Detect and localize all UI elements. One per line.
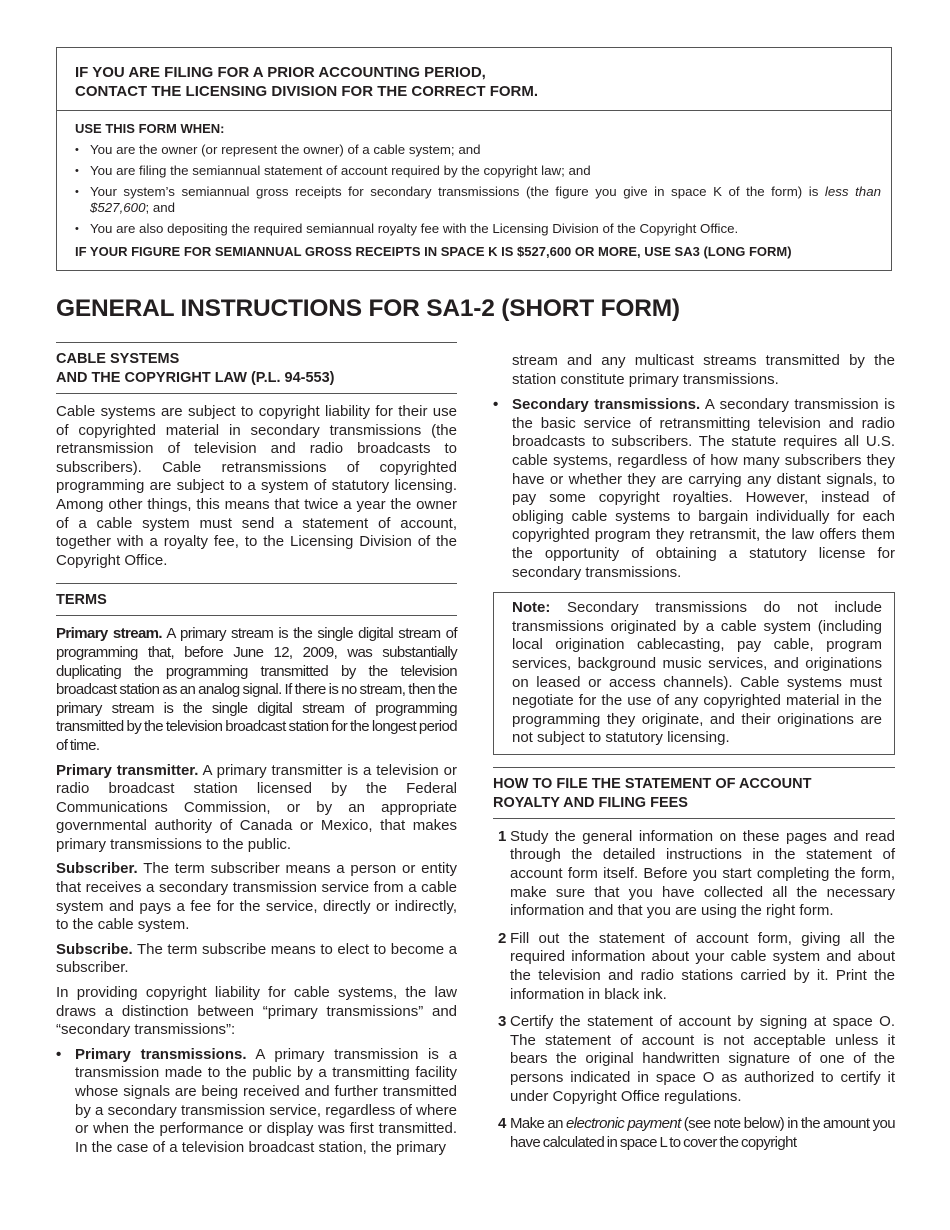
section-heading-how-to-file: HOW TO FILE THE STATEMENT OF ACCOUNT ROYALTY AND FILING FEES — [493, 767, 895, 819]
list-item: 2 Fill out the statement of account form, giving all the required information about your cable system and about the television and radio stations carried by it. Print the information in black ink. — [498, 929, 895, 1003]
bullet-secondary-transmissions: • Secondary transmissions. A secondary transmission is the basic service of retransmitting television and radio broadcasts to subscribers. The statute requires all U.S. cable systems, regardless of how many subscribers they have or whether they are carrying any distant signals, to pay some copyright royalties. However, instead of obliging cable systems to bargain individually for each copyrighted program they retransmit, the law offers them the opportunity of obtaining a statutory license for secondary transmissions. — [493, 396, 895, 581]
list-item: • You are also depositing the required semiannual royalty fee with the Licensing Division of the Copyright Office. — [75, 221, 739, 236]
filing-notice-box — [56, 47, 892, 271]
term-primary-transmitter: Primary transmitter. A primary transmitter is a television or radio broadcast station licensed by the Federal Communications Commission, or by an appropriate governmental authority of Canada or Mexico, that makes primary transmissions to the public. — [56, 761, 457, 853]
list-item: • Your system’s semiannual gross receipts for secondary transmissions (the figure you give in space K of the form) is less than $527,600; and — [75, 184, 881, 215]
bullet-primary-transmissions: • Primary transmissions. A primary transmission is a transmission made to the public by a transmitting facility whose signals are being received and further transmitted by a secondary transmission service, regardless of where or when the performance or display was first transmitted. In the case of a television broadcast station, the primary — [56, 1045, 457, 1156]
cable-systems-paragraph: Cable systems are subject to copyright liability for their use of copyrighted material in secondary transmissions (the retransmission of television and radio broadcasts to subscribers). Cable retransmissions of copyrighted programming are subject to a system of statutory licensing. Among other things, this means that twice a year the owner of a cable system must send a statement of account, together with a royalty fee, to the Licensing Division of the Copyright Office. — [56, 403, 457, 569]
term-subscribe: Subscribe. The term subscribe means to elect to become a subscriber. — [56, 940, 457, 977]
right-column — [493, 352, 895, 1161]
list-item: 4 Make an electronic payment (see note below) in the amount you have calculated in space L to cover the copyright — [498, 1115, 895, 1151]
list-item: • You are filing the semiannual statement of account required by the copyright law; and — [75, 163, 591, 178]
term-subscriber: Subscriber. The term subscriber means a person or entity that receives a secondary transmission service from a cable system and pays a fee for the service, directly or indirectly, to the cable system. — [56, 860, 457, 934]
distinction-paragraph: In providing copyright liability for cable systems, the law draws a distinction between “primary transmissions” and “secondary transmissions”: — [56, 984, 457, 1039]
prior-period-warning: IF YOU ARE FILING FOR A PRIOR ACCOUNTING PERIOD, CONTACT THE LICENSING DIVISION FOR THE CORRECT FORM. — [57, 48, 891, 111]
note-box: Note: Secondary transmissions do not include transmissions originated by a cable system (including local origination cablecasting, pay cable, program services, background music services, and originations on leased or access channels). Cable systems must negotiate for the use of any copyrighted material in the programming they originate, and their originations are not subject to statutory licensing. — [493, 592, 895, 755]
section-heading-cable-systems: CABLE SYSTEMS AND THE COPYRIGHT LAW (P.L. 94-553) — [56, 342, 457, 394]
left-column — [56, 342, 457, 1157]
use-form-conditions — [57, 142, 891, 237]
page-title: GENERAL INSTRUCTIONS FOR SA1-2 (SHORT FORM) — [56, 295, 680, 322]
list-item: 1 Study the general information on these pages and read through the detailed instructions in the statement of account form itself. Before you start completing the form, make sure that you have collected all the necessary information and that you are using the right form. — [498, 827, 895, 920]
list-item: • You are the owner (or represent the owner) of a cable system; and — [75, 142, 481, 157]
list-item: 3 Certify the statement of account by signing at space O. The statement of account is not acceptable unless it bears the original handwritten signature of one of the persons indicated in space O as authorized to certify it under Copyright Office regulations. — [498, 1013, 895, 1105]
primary-transmissions-continued: stream and any multicast streams transmitted by the station constitute primary transmissions. — [512, 352, 895, 388]
section-heading-terms: TERMS — [56, 583, 457, 616]
term-primary-stream: Primary stream. A primary stream is the single digital stream of programming that, before June 12, 2009, was substantially duplicating the programming transmitted by the television broadcast station as an analog signal. If there is no stream, then the primary stream is the single digital stream of programming transmitted by the television broadcast station for the longest period of time. — [56, 625, 457, 754]
use-form-when-heading: USE THIS FORM WHEN: — [75, 121, 225, 136]
long-form-warning: IF YOUR FIGURE FOR SEMIANNUAL GROSS RECEIPTS IN SPACE K IS $527,600 OR MORE, USE SA3 (LONG FORM) — [75, 244, 792, 259]
